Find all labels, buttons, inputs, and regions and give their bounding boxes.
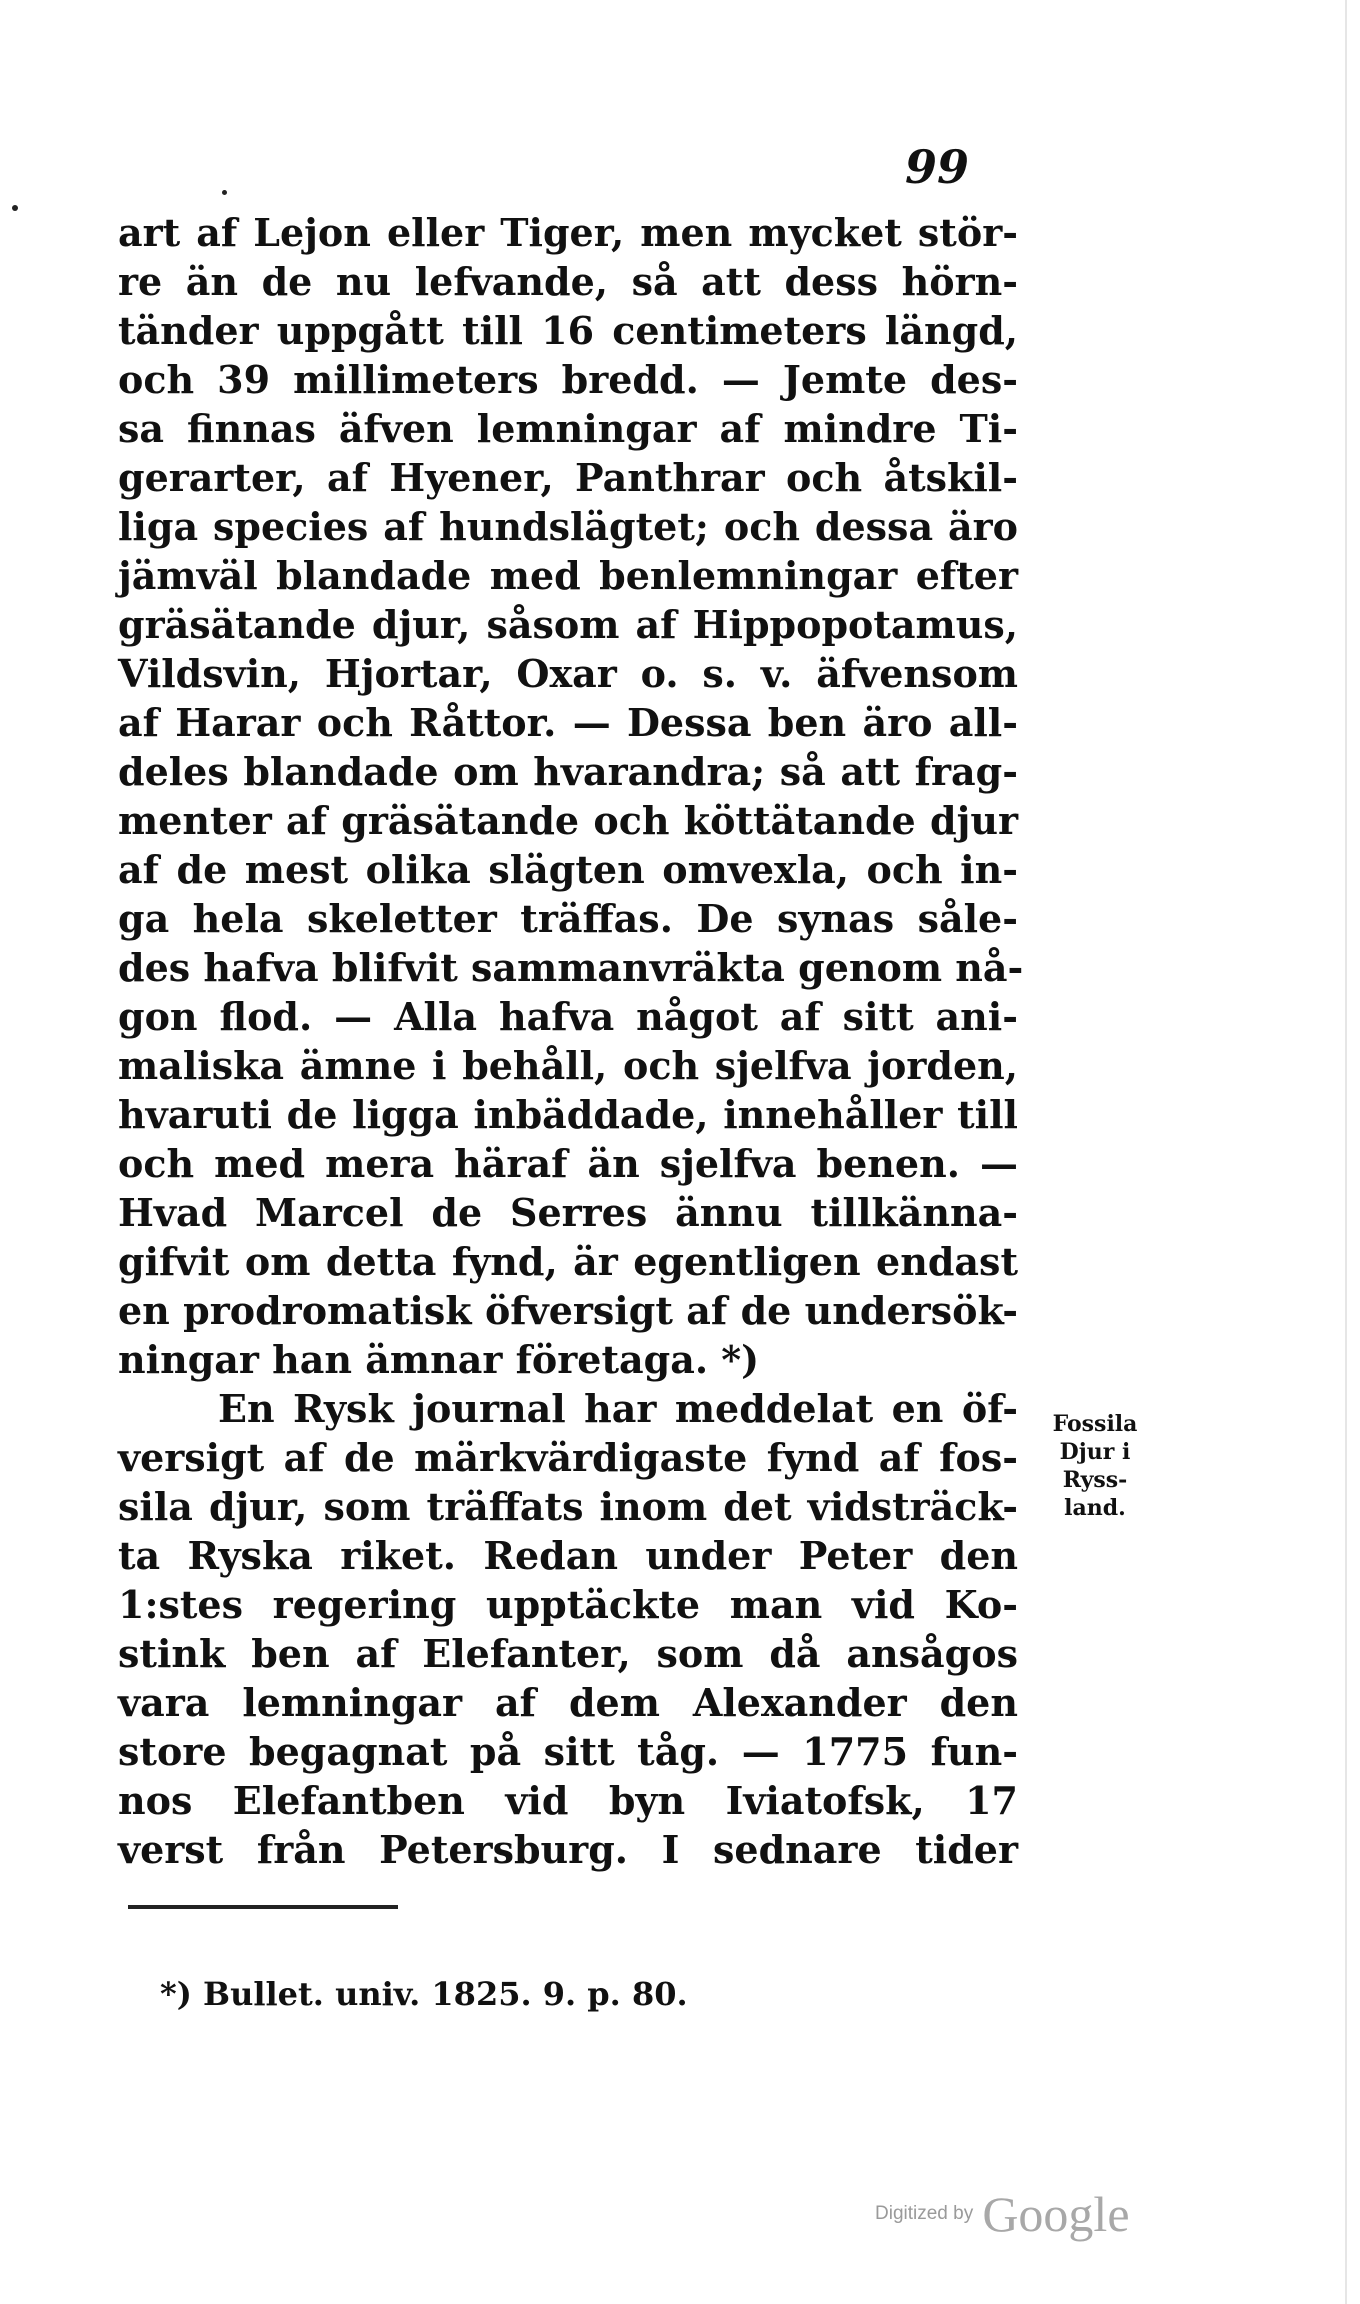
google-logo: Google	[982, 2186, 1130, 2242]
text-line: Hvad Marcel de Serres ännu tillkänna-	[118, 1190, 1018, 1235]
text-line: verst från Petersburg. I sednare tider	[118, 1827, 1018, 1872]
text-line: vara lemningar af dem Alexander den	[118, 1680, 1018, 1725]
text-line: gräsätande djur, såsom af Hippopotamus,	[118, 602, 1018, 647]
text-line: Vildsvin, Hjortar, Oxar o. s. v. äfvensom	[118, 651, 1018, 696]
text-line: versigt af de märkvärdigaste fynd af fos-	[118, 1435, 1018, 1480]
page-number: 99	[905, 140, 970, 194]
text-line: nos Elefantben vid byn Iviatofsk, 17	[118, 1778, 1018, 1823]
text-line: menter af gräsätande och köttätande djur	[118, 798, 1018, 843]
text-line: en prodromatisk öfversigt af de undersök-	[118, 1288, 1018, 1333]
body-text	[118, 208, 1024, 1874]
text-line: 1:stes regering upptäckte man vid Ko-	[118, 1582, 1018, 1627]
text-line: stink ben af Elefanter, som då ansågos	[118, 1631, 1018, 1676]
text-line: ta Ryska riket. Redan under Peter den	[118, 1533, 1018, 1578]
text-line: gifvit om detta fynd, är egentligen endast	[118, 1239, 1018, 1284]
text-line: deles blandade om hvarandra; så att frag-	[118, 749, 1018, 794]
text-line: En Rysk journal har meddelat en öf-	[218, 1386, 1018, 1431]
margin-note-line: Fossila	[1052, 1411, 1138, 1437]
text-line: tänder uppgått till 16 centimeters längd,	[118, 308, 1018, 353]
print-speck	[12, 205, 18, 211]
text-line: art af Lejon eller Tiger, men mycket stör-	[118, 210, 1018, 255]
text-line: och med mera häraf än sjelfva benen. —	[118, 1141, 1018, 1186]
margin-note-line: land.	[1064, 1495, 1126, 1521]
text-line: jämväl blandade med benlemningar efter	[118, 553, 1018, 598]
text-line: sila djur, som träffats inom det vidsträck-	[118, 1484, 1018, 1529]
text-line: och 39 millimeters bredd. — Jemte des-	[118, 357, 1018, 402]
text-line: store begagnat på sitt tåg. — 1775 fun-	[118, 1729, 1018, 1774]
text-line: re än de nu lefvande, så att dess hörn-	[118, 259, 1018, 304]
text-line: des hafva blifvit sammanvräkta genom nå-	[118, 945, 1024, 990]
print-speck	[222, 190, 227, 195]
digitized-watermark	[875, 2185, 1130, 2243]
page-edge-line	[1345, 0, 1347, 2304]
text-line: maliska ämne i behåll, och sjelfva jorden,	[118, 1043, 1018, 1088]
text-line: ningar han ämnar företaga. *)	[118, 1337, 760, 1382]
margin-note	[1030, 1410, 1160, 1522]
watermark-prefix: Digitized by	[875, 2203, 974, 2224]
margin-note-line: Djur i	[1059, 1439, 1131, 1465]
text-line: sa finnas äfven lemningar af mindre Ti-	[118, 406, 1018, 451]
text-line: liga species af hundslägtet; och dessa äro	[118, 504, 1018, 549]
margin-note-line: Ryss-	[1062, 1467, 1128, 1493]
text-line: ga hela skeletter träffas. De synas såle-	[118, 896, 1018, 941]
text-line: hvaruti de ligga inbäddade, innehåller till	[118, 1092, 1018, 1137]
footnote: *) Bullet. univ. 1825. 9. p. 80.	[160, 1975, 688, 2013]
text-line: af Harar och Råttor. — Dessa ben äro all-	[118, 700, 1018, 745]
text-line: gerarter, af Hyener, Panthrar och åtskil-	[118, 455, 1018, 500]
footnote-rule	[128, 1905, 398, 1909]
text-line: af de mest olika slägten omvexla, och in-	[118, 847, 1018, 892]
text-line: gon flod. — Alla hafva något af sitt ani-	[118, 994, 1018, 1039]
